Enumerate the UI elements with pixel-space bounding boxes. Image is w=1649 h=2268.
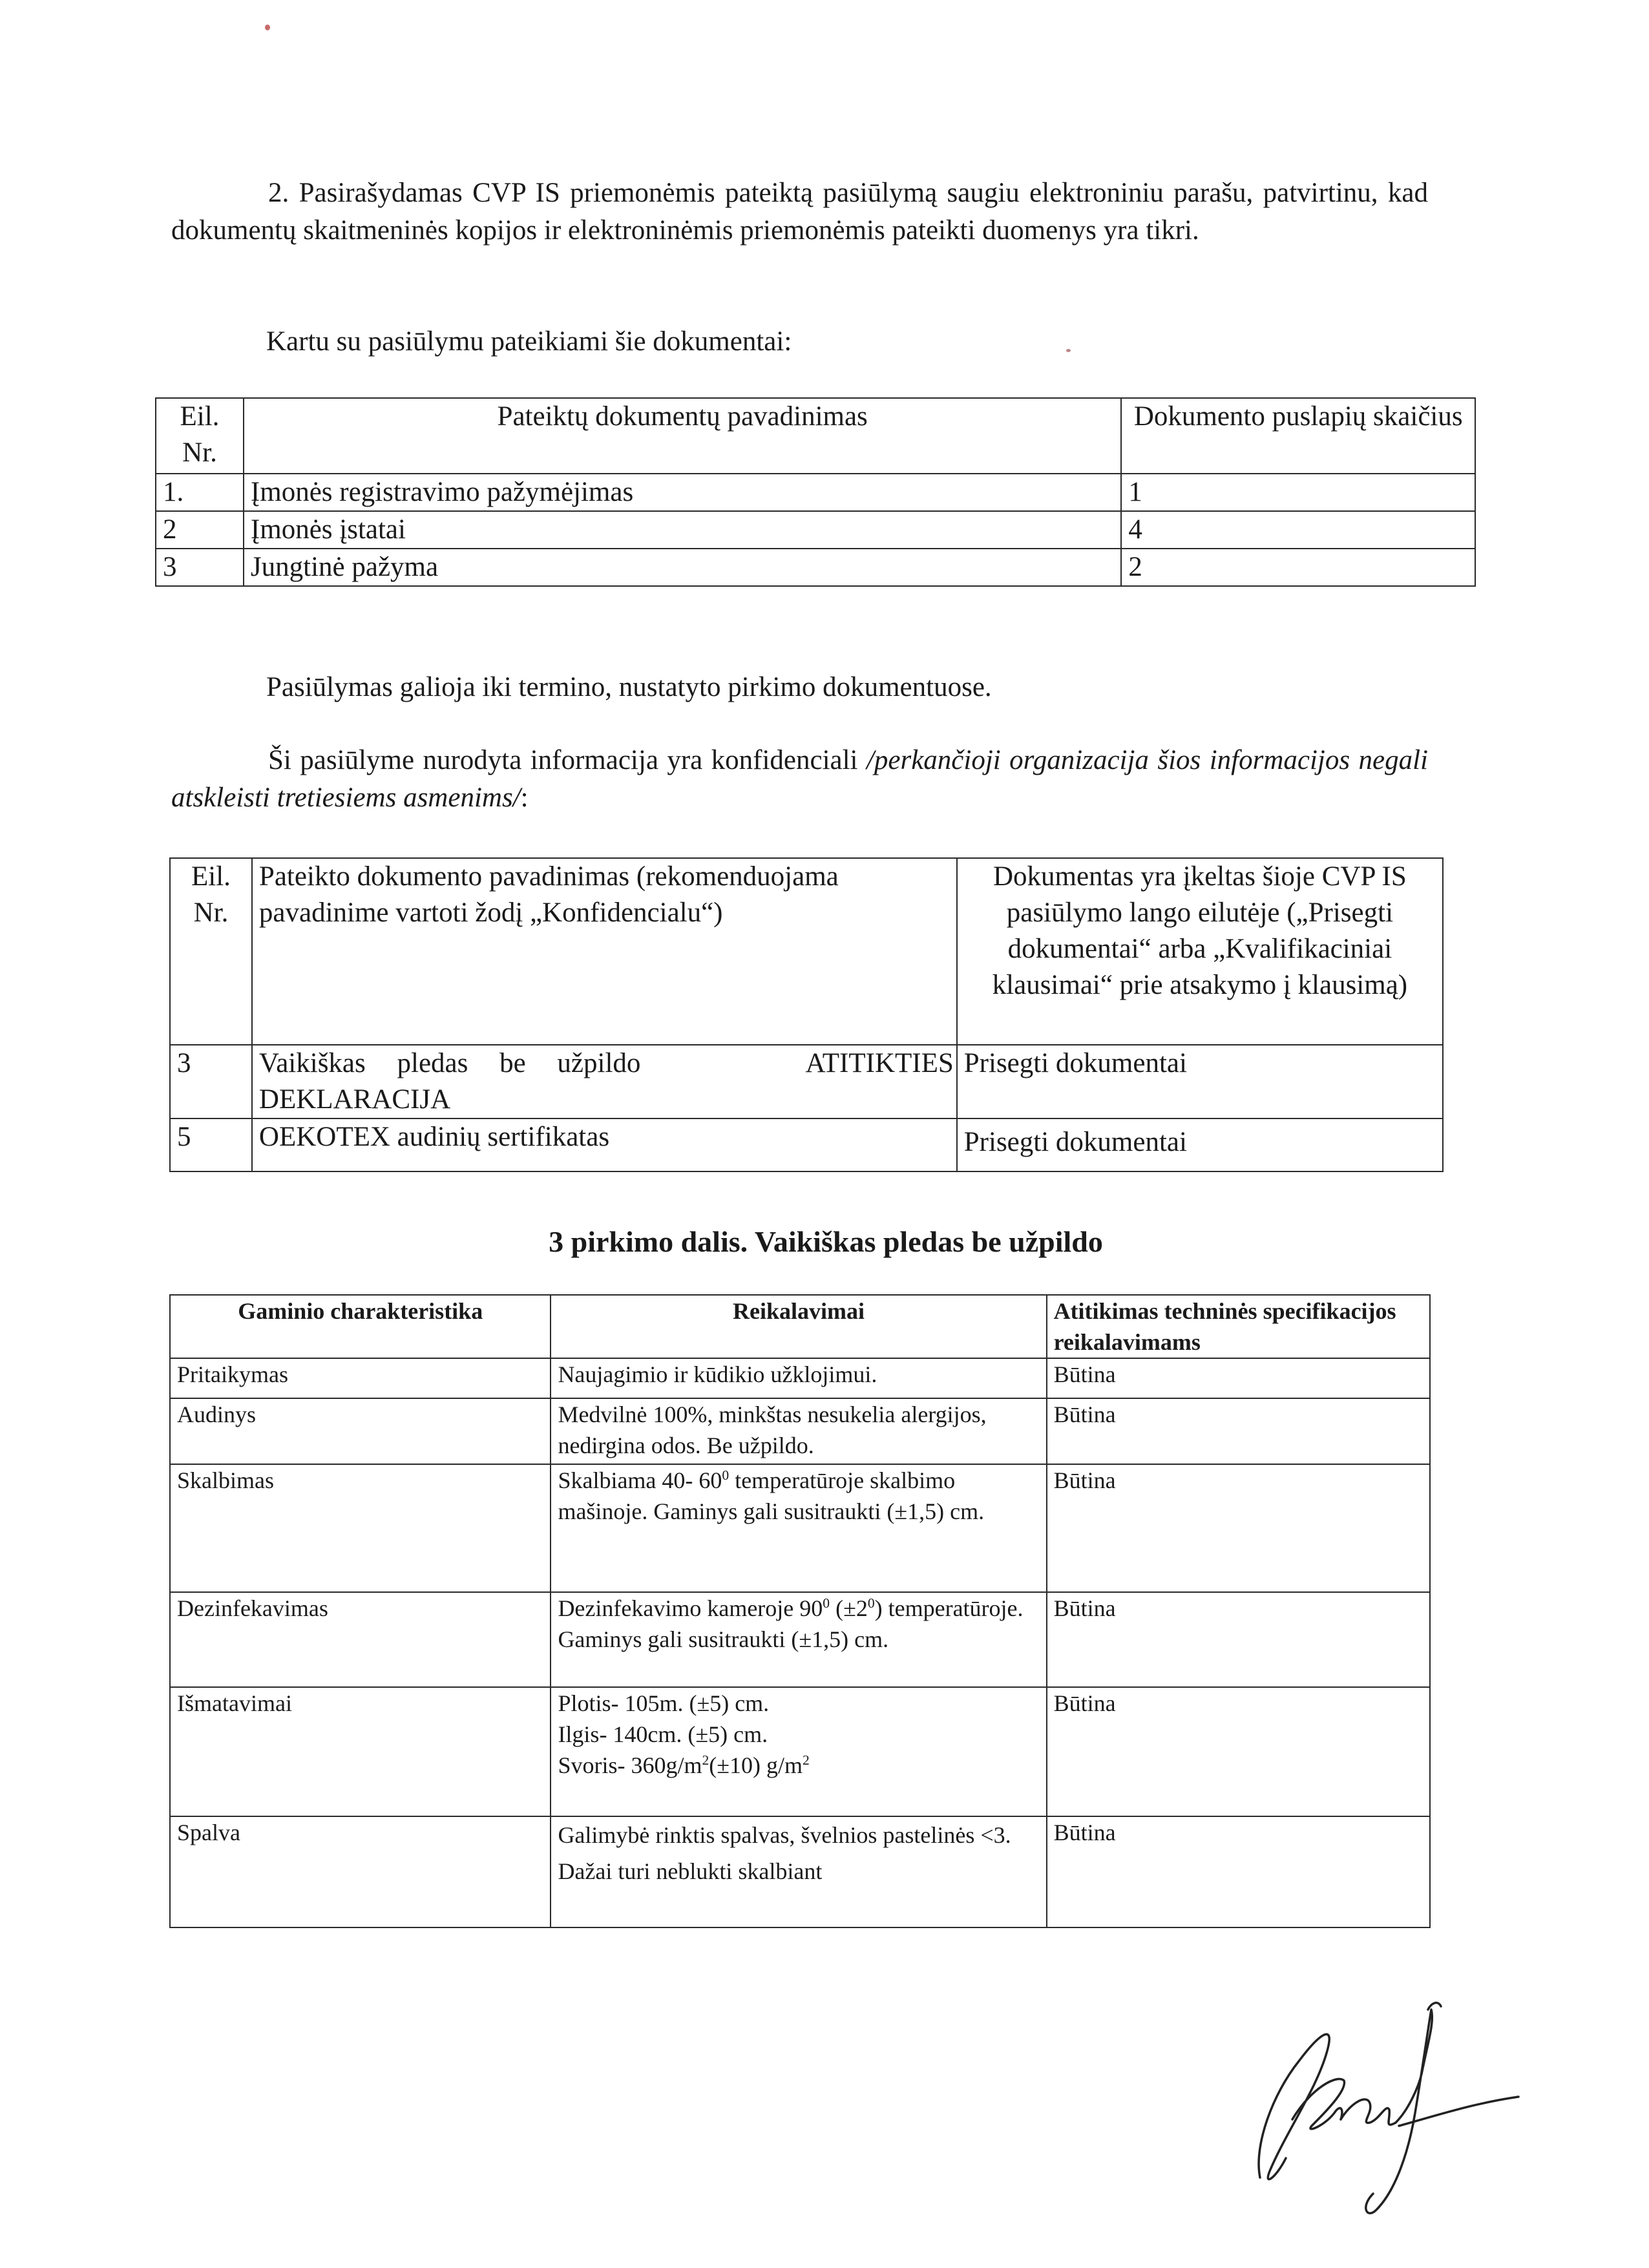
- row-page-count: 1: [1121, 474, 1475, 511]
- header-page-count: Dokumento puslapių skaičius: [1121, 398, 1475, 474]
- stray-mark: [1066, 349, 1071, 352]
- confidential-text: [171, 742, 1428, 817]
- header-compliance: Atitikimas techninės specifikacijos reikalavimams: [1047, 1295, 1430, 1358]
- row-requirements: [551, 1464, 1046, 1592]
- req-line: Ilgis- 140cm. (±5) cm.: [558, 1721, 768, 1747]
- documents-table: [155, 397, 1476, 587]
- header-nr: Eil. Nr.: [170, 858, 252, 1045]
- row-nr: 5: [170, 1118, 252, 1171]
- header-document-name: Pateiktų dokumentų pavadinimas: [244, 398, 1122, 474]
- intro-paragraph: 2. Pasirašydamas CVP IS priemonėmis pateiktą pasiūlymą saugiu elektroniniu parašu, patvirtinu, kad dokumentų skaitmeninės kopijos ir elektroninėmis priemonėmis pateikti duomenys yra tikri.: [171, 178, 1428, 246]
- row-document-name: Įmonės registravimo pažymėjimas: [244, 474, 1122, 511]
- row-document-name: Jungtinė pažyma: [244, 549, 1122, 586]
- req-part: ) temperatūroje. Gaminys gali susitraukti (±1,5) cm.: [558, 1595, 1024, 1652]
- stray-mark: [265, 25, 270, 30]
- spec-table: [169, 1294, 1431, 1928]
- row-compliance: Būtina: [1047, 1592, 1430, 1687]
- confidential-text-end: :: [520, 782, 529, 813]
- table-row: [170, 1464, 1430, 1592]
- confidential-text-normal: Ši pasiūlyme nurodyta informacija yra konfidenciali: [268, 745, 867, 775]
- row-compliance: Būtina: [1047, 1816, 1430, 1927]
- documents-intro: Kartu su pasiūlymu pateikiami šie dokumentai:: [266, 326, 792, 357]
- table-row: [170, 1816, 1430, 1927]
- req-sup: 0: [823, 1595, 830, 1611]
- row-document-name: OEKOTEX audinių sertifikatas: [252, 1118, 957, 1171]
- req-line: [558, 1750, 1039, 1781]
- table-row: [170, 1118, 1443, 1171]
- row-characteristic: Audinys: [170, 1398, 551, 1464]
- req-line: Plotis- 105m. (±5) cm.: [558, 1690, 770, 1716]
- req-sup: 0: [722, 1467, 730, 1483]
- row-requirements: [551, 1592, 1046, 1687]
- row-document-name-part: Vaikiškas pledas be užpildo: [258, 1048, 641, 1078]
- req-part: (±10) g/m: [709, 1752, 803, 1778]
- row-nr: 3: [156, 549, 244, 586]
- row-requirements: Galimybė rinktis spalvas, švelnios pastelinės <3. Dažai turi neblukti skalbiant: [551, 1816, 1046, 1927]
- table-header-row: [170, 858, 1443, 1045]
- table-row: [156, 549, 1475, 586]
- row-characteristic: Išmatavimai: [170, 1687, 551, 1816]
- table-row: [170, 1358, 1430, 1398]
- table-row: [170, 1045, 1443, 1118]
- row-nr: 1.: [156, 474, 244, 511]
- row-nr: 3: [170, 1045, 252, 1118]
- table-row: [170, 1592, 1430, 1687]
- table-header-row: [170, 1295, 1430, 1358]
- req-part: (±2: [830, 1595, 868, 1621]
- confidential-text-italic: /perkančioji organizacija šios informacijos negali atskleisti tretiesiems asmenims/: [171, 745, 1428, 813]
- row-location: Prisegti dokumentai: [957, 1118, 1443, 1171]
- table-row: [170, 1687, 1430, 1816]
- row-requirements: Naujagimio ir kūdikio užklojimui.: [551, 1358, 1046, 1398]
- table-row: [156, 474, 1475, 511]
- row-requirements: Medvilnė 100%, minkštas nesukelia alergijos, nedirgina odos. Be užpildo.: [551, 1398, 1046, 1464]
- header-document-name: Pateikto dokumento pavadinimas (rekomenduojama pavadinime vartoti žodį „Konfidencialu“): [252, 858, 957, 1045]
- row-page-count: 2: [1121, 549, 1475, 586]
- row-document-name-part: DEKLARACIJA: [258, 1084, 451, 1115]
- confidential-table: [169, 857, 1444, 1172]
- row-location: Prisegti dokumentai: [957, 1045, 1443, 1118]
- row-requirements: [551, 1687, 1046, 1816]
- req-sup: 2: [803, 1752, 810, 1768]
- spec-heading: 3 pirkimo dalis. Vaikiškas pledas be užpildo: [549, 1225, 1103, 1258]
- row-document-name: [252, 1045, 957, 1118]
- header-requirements: Reikalavimai: [551, 1295, 1046, 1358]
- row-characteristic: Dezinfekavimas: [170, 1592, 551, 1687]
- row-compliance: Būtina: [1047, 1464, 1430, 1592]
- row-compliance: Būtina: [1047, 1398, 1430, 1464]
- req-part: Skalbiama 40- 60: [558, 1467, 722, 1493]
- req-part: temperatūroje skalbimo mašinoje. Gaminys gali susitraukti (±1,5) cm.: [558, 1467, 985, 1524]
- header-characteristic: Gaminio charakteristika: [170, 1295, 551, 1358]
- req-sup: 0: [867, 1595, 875, 1611]
- row-document-name-part: ATITIKTIES: [805, 1048, 954, 1078]
- row-page-count: 4: [1121, 511, 1475, 549]
- validity-text: Pasiūlymas galioja iki termino, nustatyto pirkimo dokumentuose.: [266, 672, 992, 702]
- row-characteristic: Skalbimas: [170, 1464, 551, 1592]
- row-document-name: Įmonės įstatai: [244, 511, 1122, 549]
- row-characteristic: Spalva: [170, 1816, 551, 1927]
- table-row: [170, 1398, 1430, 1464]
- row-compliance: Būtina: [1047, 1358, 1430, 1398]
- table-row: [156, 511, 1475, 549]
- signature: [1215, 1964, 1525, 2223]
- row-characteristic: Pritaikymas: [170, 1358, 551, 1398]
- req-part: Svoris- 360g/m: [558, 1752, 702, 1778]
- header-nr: Eil. Nr.: [156, 398, 244, 474]
- row-nr: 2: [156, 511, 244, 549]
- header-location: Dokumentas yra įkeltas šioje CVP IS pasiūlymo lango eilutėje („Prisegti dokumentai“ arba „Kvalifikaciniai klausimai“ prie atsakymo į klausimą): [957, 858, 1443, 1045]
- req-part: Dezinfekavimo kameroje 90: [558, 1595, 823, 1621]
- table-header-row: [156, 398, 1475, 474]
- row-compliance: Būtina: [1047, 1687, 1430, 1816]
- req-sup: 2: [702, 1752, 709, 1768]
